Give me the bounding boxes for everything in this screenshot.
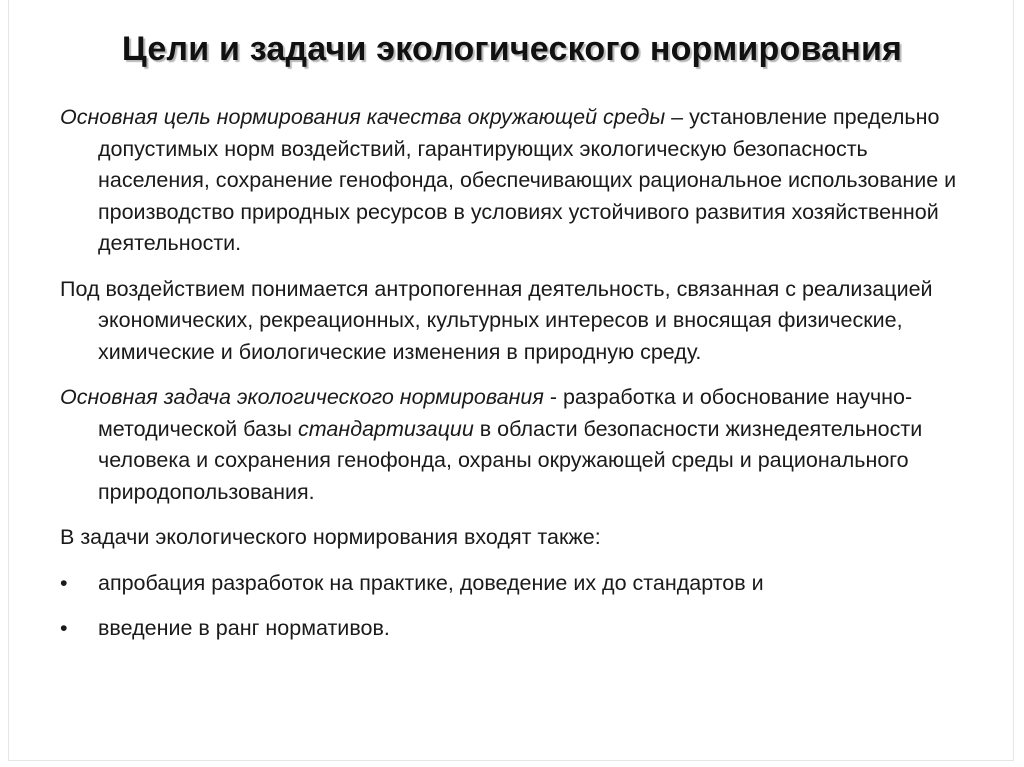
main-task-rest: в области безопасности жизнедеятельности человека и сохранения генофонда, охраны окружающей среды и рационального природопользования.	[98, 416, 923, 504]
main-task-term: Основная задача экологического нормирования	[60, 385, 544, 409]
list-item-text: введение в ранг нормативов.	[98, 616, 390, 640]
bullet-marker: •	[60, 616, 68, 640]
paragraph-impact-definition: Под воздействием понимается антропогенная деятельность, связанная с реализацией экономических, рекреационных, культурных интересов и вносящая физические, химические и биологические изменения в природную среду.	[60, 276, 933, 364]
standardization-term: стандартизации	[298, 416, 474, 441]
list-item	[60, 568, 960, 600]
main-goal-term: Основная цель нормирования качества окружающей среды	[60, 105, 666, 129]
list-item-text: апробация разработок на практике, доведение их до стандартов и	[98, 570, 764, 595]
list-item	[60, 613, 960, 645]
page-title: Цели и задачи экологического нормирования	[121, 30, 903, 68]
main-goal-definition: – установление предельно допустимых норм воздействий, гарантирующих экологическую безопасность населения, сохранение генофонда, обеспечивающих рациональное использование и производство природных ресурсов в условиях устойчивого развития хозяйственной деятельности.	[98, 105, 957, 255]
main-task-text: - разработка и обоснование научно-методической базы	[98, 385, 913, 441]
paragraph-main-task	[60, 382, 960, 508]
paragraph-tasks-intro: В задачи экологического нормирования входят также:	[60, 525, 601, 549]
paragraph-main-goal	[60, 102, 960, 260]
slide-body	[60, 102, 960, 659]
bullet-marker: •	[60, 570, 68, 595]
